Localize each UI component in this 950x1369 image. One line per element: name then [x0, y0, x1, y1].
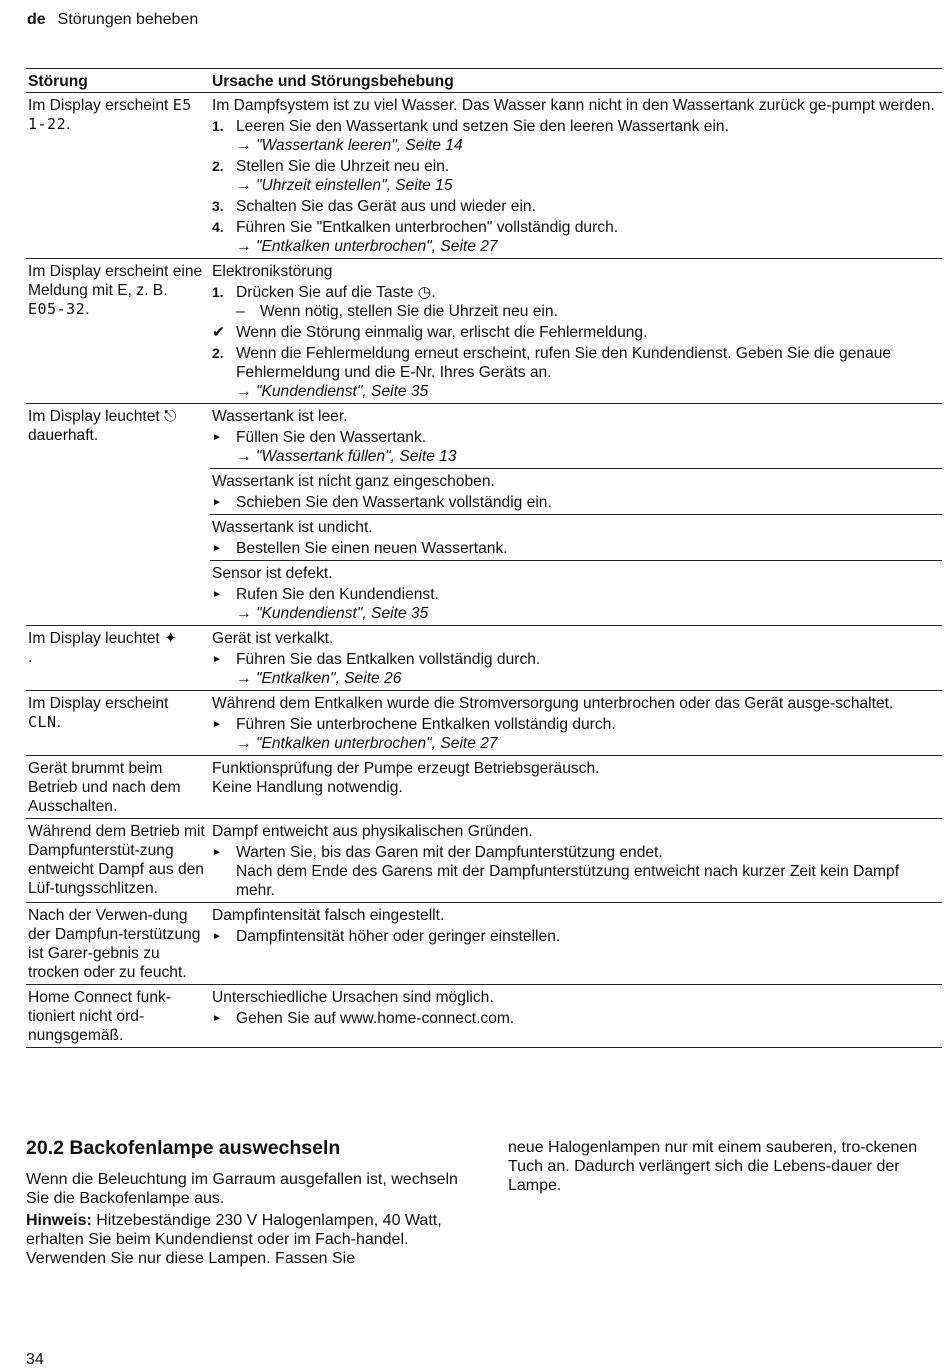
- clock-icon: ◷: [417, 284, 432, 301]
- display-code: E5 1-22: [28, 96, 192, 133]
- display-code: E05-32: [28, 300, 86, 318]
- lamp-section: [26, 1136, 466, 1271]
- cause-block: Wassertank ist leer. ► Füllen Sie den Wassertank. → "Wassertank füllen", Seite 13: [210, 404, 942, 468]
- bullet-triangle-icon: ►: [212, 719, 222, 730]
- descale-icon: ✦: [164, 630, 178, 647]
- bullet-triangle-icon: ►: [212, 497, 222, 508]
- fault-cell: [26, 93, 210, 259]
- language-tag: de: [27, 11, 46, 28]
- cause-text: Gerät ist verkalkt.: [212, 630, 334, 647]
- cause-text: Im Dampfsystem ist zu viel Wasser. Das Wasser kann nicht in den Wassertank zurück ge-pumpt werden.: [212, 97, 935, 114]
- fault-text: Im Display erscheint eine Meldung mit E, z. B.: [28, 263, 203, 299]
- table-row: [26, 691, 942, 756]
- table-row: [26, 259, 942, 404]
- header-title: Störungen beheben: [57, 11, 199, 28]
- step-2: 2. Wenn die Fehlermeldung erneut erscheint, rufen Sie den Kundendienst. Geben Sie die genaue Fehlermeldung und die E-Nr. Ihres Geräts an.: [212, 345, 892, 381]
- cross-reference[interactable]: → "Kundendienst", Seite 35: [236, 605, 429, 622]
- arrow-right-icon: →: [236, 177, 252, 194]
- table-row: [26, 404, 942, 626]
- step-1: 1. Leeren Sie den Wassertank und setzen Sie den leeren Wassertank ein.: [212, 118, 729, 135]
- cause-text: Während dem Entkalken wurde die Stromversorgung unterbrochen oder das Gerät ausge-schaltet.: [212, 695, 894, 712]
- cause-text: Funktionsprüfung der Pumpe erzeugt Betriebsgeräusch.: [212, 760, 600, 777]
- fault-text-end: .: [66, 116, 71, 133]
- fault-cell: Während dem Betrieb mit Dampfunterstüt-zung entweicht Dampf aus den Lüf-tungsschlitzen.: [26, 819, 210, 903]
- fault-cell: Gerät brummt beim Betrieb und nach dem Ausschalten.: [26, 756, 210, 819]
- section-paragraph-continued: neue Halogenlampen nur mit einem sauberen, tro-ckenen Tuch an. Dadurch verlängert sich die Lebens-dauer der Lampe.: [508, 1139, 918, 1194]
- table-row: [26, 985, 942, 1048]
- cross-reference[interactable]: → "Entkalken unterbrochen", Seite 27: [236, 735, 498, 752]
- cross-reference[interactable]: → "Wassertank leeren", Seite 14: [236, 137, 463, 154]
- cause-cell: Unterschiedliche Ursachen sind möglich. ► Gehen Sie auf www.home-connect.com.: [210, 985, 942, 1048]
- fault-text: Im Display erscheint: [28, 97, 169, 114]
- result-line: ✔ Wenn die Störung einmalig war, erlischt die Fehlermeldung.: [212, 324, 648, 341]
- arrow-right-icon: →: [236, 238, 252, 255]
- fault-cell: [26, 259, 210, 404]
- cause-block: Sensor ist defekt. ► Rufen Sie den Kundendienst. → "Kundendienst", Seite 35: [210, 560, 942, 625]
- cause-text: Dampf entweicht aus physikalischen Gründen.: [212, 823, 533, 840]
- display-code: CLN: [28, 713, 57, 731]
- column-header-fault: Störung: [26, 69, 210, 93]
- page-number: 34: [26, 1351, 44, 1368]
- sub-step: – Wenn nötig, stellen Sie die Uhrzeit neu ein.: [236, 303, 558, 320]
- bullet-triangle-icon: ►: [212, 543, 222, 554]
- bullet-triangle-icon: ►: [212, 1013, 222, 1024]
- water-tank-icon: ⎋: [164, 408, 177, 425]
- cause-cell: [210, 259, 942, 404]
- cause-cell: [210, 93, 942, 259]
- cause-text: Elektronikstörung: [212, 263, 333, 280]
- cause-cell: Dampf entweicht aus physikalischen Gründen. ► Warten Sie, bis das Garen mit der Dampfunterstützung endet. Nach dem Ende des Garens mit der Dampfunterstützung entweicht nach kurzer Zeit kein Dampf mehr.: [210, 819, 942, 903]
- fault-cell: [26, 404, 210, 626]
- table-row: [26, 626, 942, 691]
- step-2: 2. Stellen Sie die Uhrzeit neu ein.: [212, 158, 450, 175]
- cause-text: Unterschiedliche Ursachen sind möglich.: [212, 989, 494, 1006]
- cause-cell: Dampfintensität falsch eingestellt. ► Dampfintensität höher oder geringer einstellen.: [210, 903, 942, 985]
- page-header: [27, 10, 198, 29]
- fault-cell: [26, 691, 210, 756]
- arrow-right-icon: →: [236, 448, 252, 465]
- step-4: 4. Führen Sie "Entkalken unterbrochen" vollständig durch.: [212, 219, 619, 236]
- arrow-right-icon: →: [236, 670, 252, 687]
- fault-text-end: .: [28, 649, 33, 666]
- bullet-triangle-icon: ►: [212, 432, 222, 443]
- step-3: 3. Schalten Sie das Gerät aus und wieder ein.: [212, 198, 536, 215]
- table-row: [26, 756, 942, 819]
- bullet-triangle-icon: ►: [212, 847, 222, 858]
- fault-text-end: .: [56, 714, 61, 731]
- section-note: Hinweis: Hitzebeständige 230 V Halogenlampen, 40 Watt, erhalten Sie beim Kundendienst oder im Fach-handel. Verwenden Sie nur diese Lampen. Fassen Sie: [26, 1212, 442, 1267]
- cause-text: Wassertank ist nicht ganz eingeschoben.: [212, 473, 495, 490]
- cause-cell: Während dem Entkalken wurde die Stromversorgung unterbrochen oder das Gerät ausge-schaltet. ► Führen Sie unterbrochene Entkalken vollständig durch. → "Entkalken unterbrochen", Seite 27: [210, 691, 942, 756]
- cause-text: Dampfintensität falsch eingestellt.: [212, 907, 445, 924]
- checkmark-icon: ✔: [212, 324, 226, 341]
- cause-text: Wassertank ist undicht.: [212, 519, 373, 536]
- fault-text: Im Display leuchtet: [28, 408, 160, 425]
- cause-cell: [210, 756, 942, 819]
- table-row: [26, 819, 942, 903]
- section-paragraph: Wenn die Beleuchtung im Garraum ausgefallen ist, wechseln Sie die Backofenlampe aus.: [26, 1171, 458, 1207]
- fault-text: Im Display leuchtet: [28, 630, 160, 647]
- bullet-triangle-icon: ►: [212, 654, 222, 665]
- fault-cell: Home Connect funk-tioniert nicht ord-nungsgemäß.: [26, 985, 210, 1048]
- cross-reference[interactable]: → "Entkalken unterbrochen", Seite 27: [236, 238, 498, 255]
- fault-text: Im Display erscheint: [28, 695, 169, 712]
- table-header-row: [26, 69, 942, 93]
- cause-block: Wassertank ist undicht. ► Bestellen Sie einen neuen Wassertank.: [210, 514, 942, 560]
- fault-text-end: .: [85, 301, 90, 318]
- arrow-right-icon: →: [236, 383, 252, 400]
- section-title: 20.2 Backofenlampe auswechseln: [26, 1137, 341, 1159]
- table-row: [26, 903, 942, 985]
- cross-reference[interactable]: → "Entkalken", Seite 26: [236, 670, 402, 687]
- cause-block: Wassertank ist nicht ganz eingeschoben. ► Schieben Sie den Wassertank vollständig ein.: [210, 468, 942, 514]
- cause-text: Keine Handlung notwendig.: [212, 779, 403, 796]
- cause-cell: [210, 404, 942, 626]
- cause-text: Wassertank ist leer.: [212, 408, 348, 425]
- fault-cell: Nach der Verwen-dung der Dampfun-terstützung ist Garer-gebnis zu trocken oder zu feucht.: [26, 903, 210, 985]
- cause-text: Sensor ist defekt.: [212, 565, 333, 582]
- cross-reference[interactable]: → "Wassertank füllen", Seite 13: [236, 448, 457, 465]
- step-1: 1. Drücken Sie auf die Taste ◷.: [212, 284, 436, 301]
- note-label: Hinweis:: [26, 1212, 92, 1229]
- bullet-triangle-icon: ►: [212, 589, 222, 600]
- cross-reference[interactable]: → "Kundendienst", Seite 35: [236, 383, 429, 400]
- fault-text-end: dauerhaft.: [28, 427, 99, 444]
- arrow-right-icon: →: [236, 735, 252, 752]
- troubleshooting-table: [26, 68, 942, 1048]
- cause-cell: Gerät ist verkalkt. ► Führen Sie das Entkalken vollständig durch. → "Entkalken", Seite 26: [210, 626, 942, 691]
- fault-cell: [26, 626, 210, 691]
- cross-reference[interactable]: → "Uhrzeit einstellen", Seite 15: [236, 177, 453, 194]
- arrow-right-icon: →: [236, 605, 252, 622]
- column-header-cause: Ursache und Störungsbehebung: [210, 69, 942, 93]
- arrow-right-icon: →: [236, 137, 252, 154]
- bullet-triangle-icon: ►: [212, 931, 222, 942]
- step-continuation: Nach dem Ende des Garens mit der Dampfunterstützung entweicht nach kurzer Zeit kein Dampf mehr.: [236, 863, 900, 899]
- table-row: [26, 93, 942, 259]
